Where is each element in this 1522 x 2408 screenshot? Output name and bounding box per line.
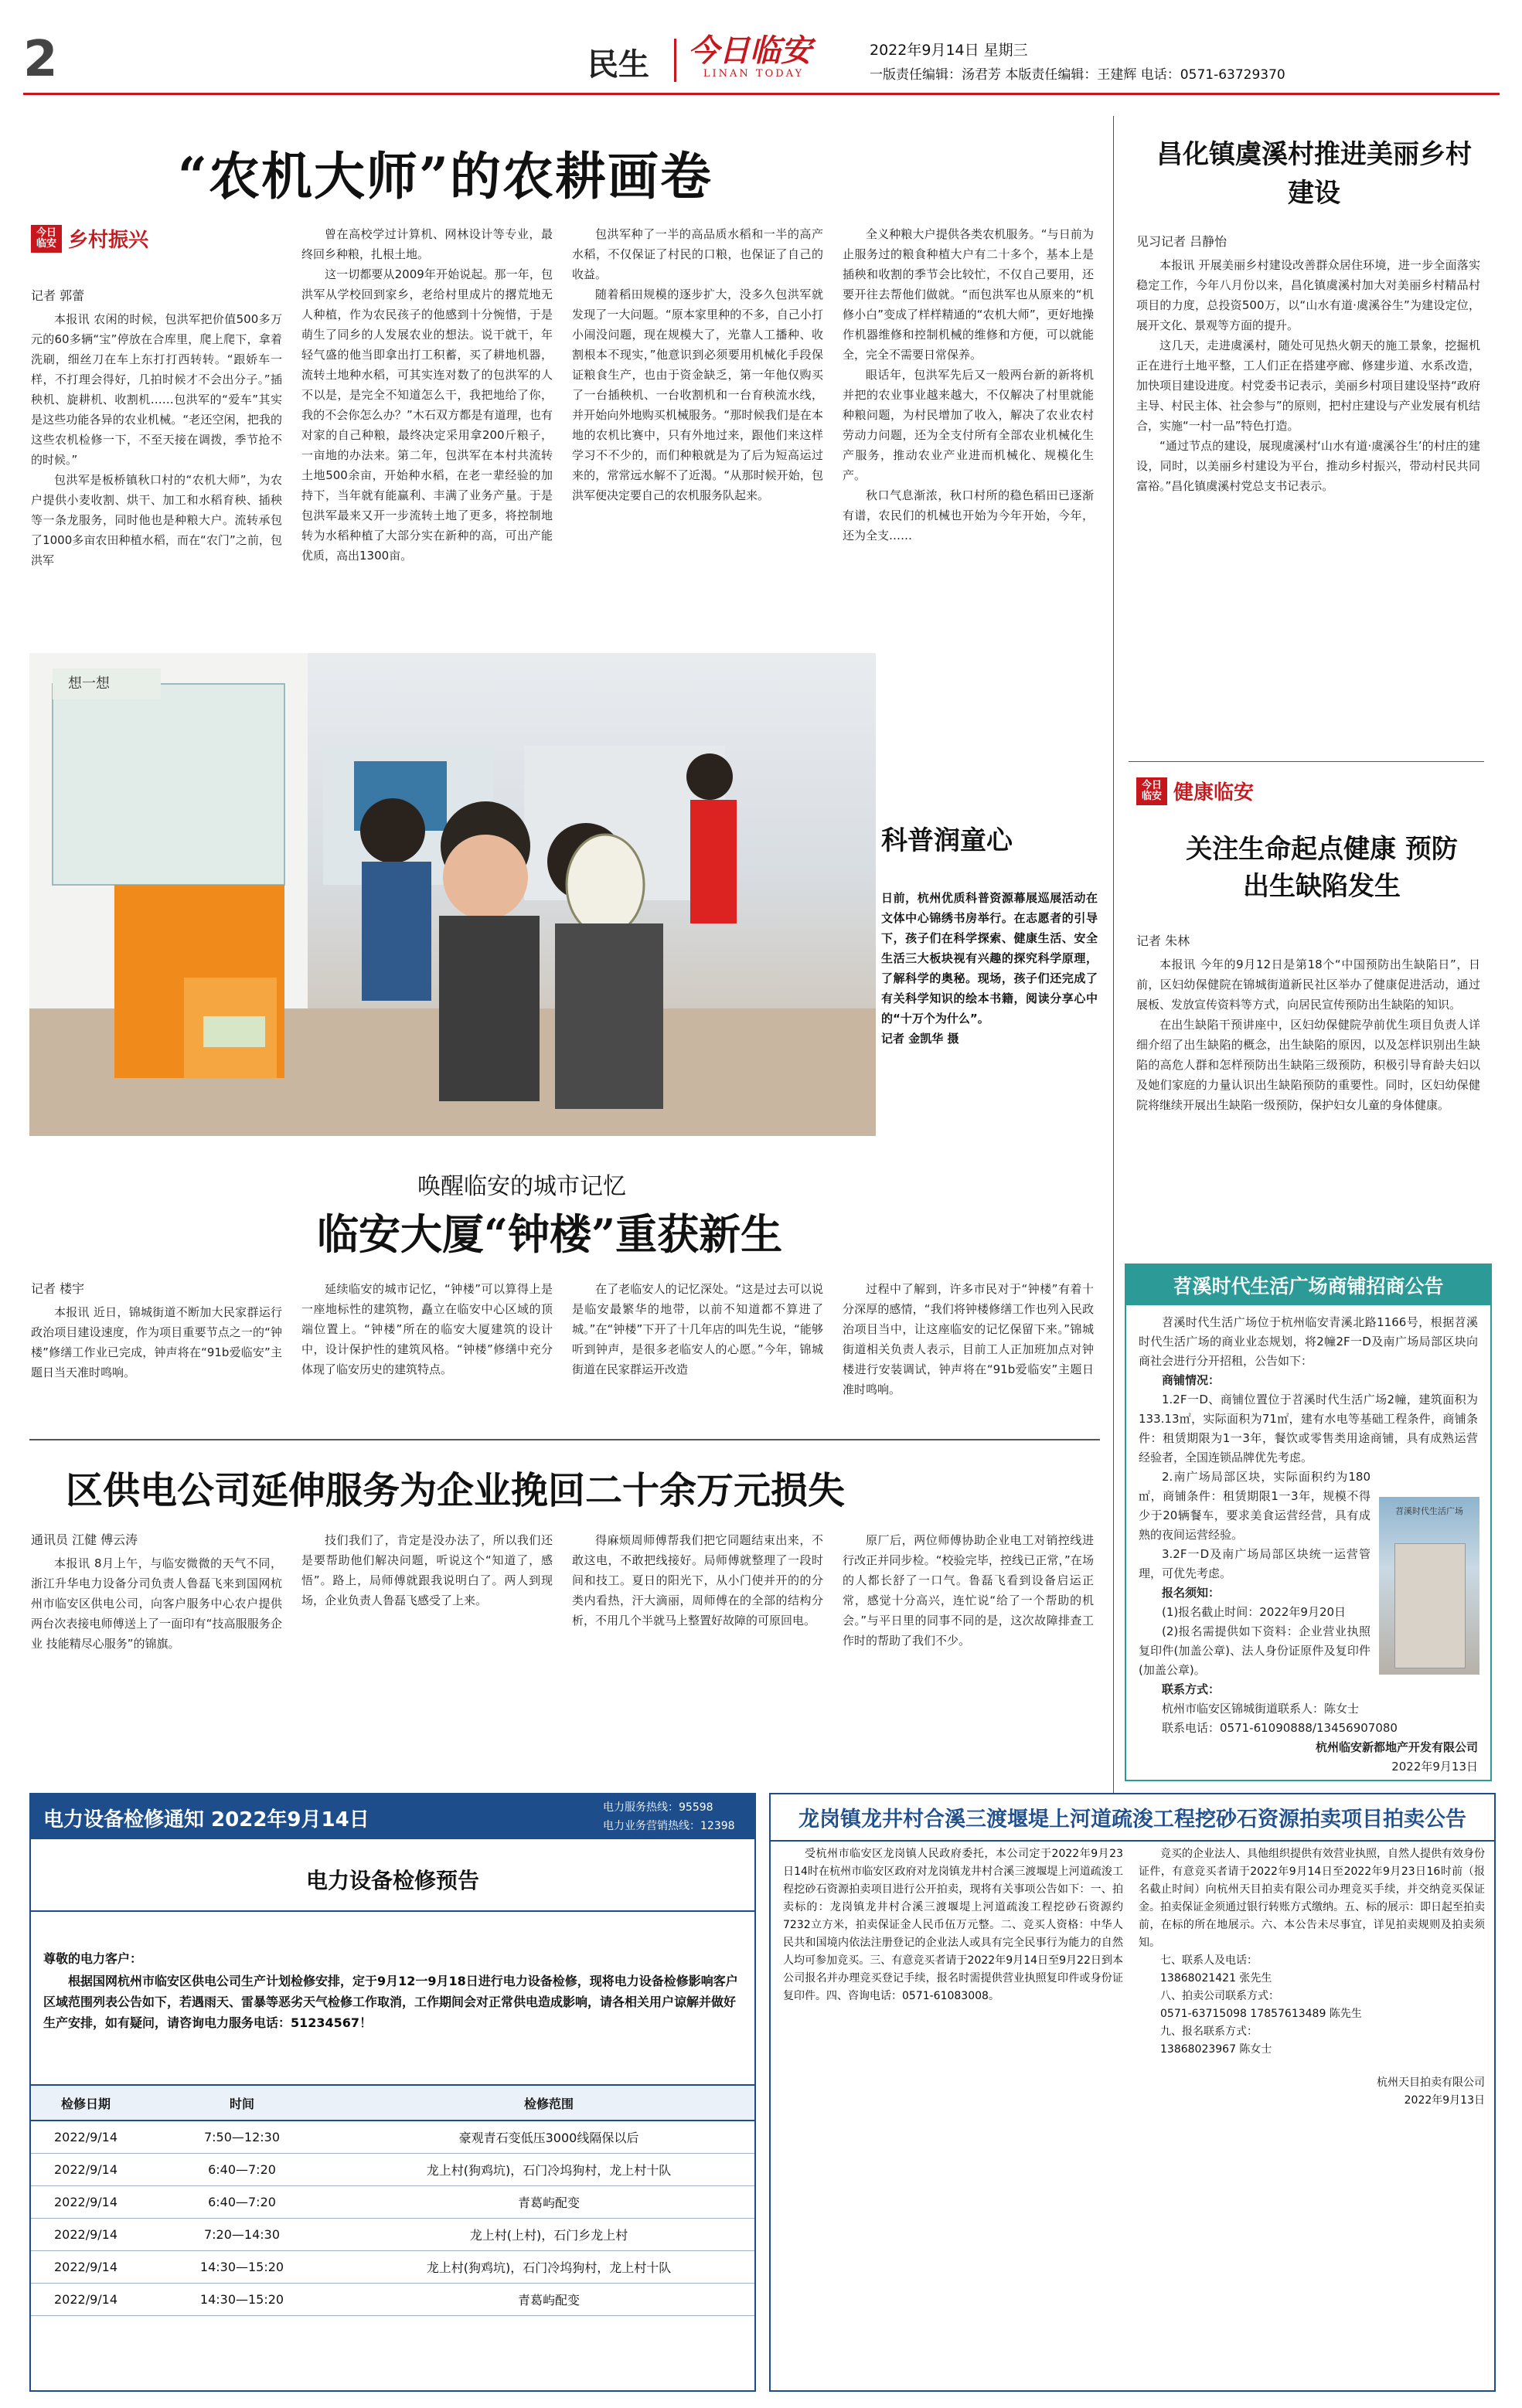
commerce-p4: (1)报名截止时间：2022年9月20日 [1162, 1605, 1347, 1619]
auction-date: 2022年9月13日 [1404, 2094, 1485, 2107]
table-row [31, 2283, 754, 2315]
commerce-p6: 杭州市临安区锦城街道联系人：陈女士 [1162, 1702, 1360, 1716]
health-byline: 记者 朱林 [1136, 934, 1190, 948]
auction-contact-3: 0571-63715098 17857613489 陈先生 [1160, 2008, 1362, 2020]
clock-title: 临安大厦“钟楼”重获新生 [317, 1209, 783, 1259]
svg-text:想一想: 想一想 [68, 675, 110, 692]
cell-date: 2022/9/14 [53, 2226, 118, 2242]
cell-time: 14:30—15:20 [199, 2259, 284, 2274]
cell-scope: 龙上村(狗鸡坑)，石门冷坞狗村，龙上村十队 [426, 2260, 672, 2275]
commerce-h2: 报名须知： [1162, 1586, 1221, 1600]
farm-col1-p1: 本报讯 农闲的时候，包洪军把价值500多万元的60多辆“宝”停放在合库里，爬上爬下，拿着洗刷，细丝刀在车上东打打西转转。“跟娇车一样，不打理会得好，几拍时候才不会出分子。”插秧机、旋耕机、收割机……包洪军的“爱车”其实是这些功能各异的农业机械。“老还空闲，把我的这些农机检修一下，不至天接在调拨，季节抢不的时候。” [31, 312, 282, 467]
masthead [23, 15, 1500, 93]
cell-scope: 青葛屿配变 [517, 2195, 580, 2210]
power-byline: 通讯员 江健 傅云涛 [31, 1532, 138, 1547]
cell-time: 7:50—12:30 [203, 2129, 281, 2144]
auction-contact-5: 13868023967 陈女士 [1160, 2043, 1272, 2056]
photo-credit: 记者 金凯华 摄 [881, 1032, 959, 1046]
page-number: 2 [23, 31, 58, 88]
farm-title: “农机大师”的农耕画卷 [178, 146, 713, 206]
cell-date: 2022/9/14 [53, 2194, 118, 2209]
changhua-p1: 本报讯 开展美丽乡村建设改善群众居住环境，进一步全面落实稳定工作，今年八月份以来，昌化镇虞溪村加大对美丽乡村精品村项目的力度，总投资500万，以“山水有道·虞溪谷生”为建设定位，展开文化、景观等方面的提升。 [1136, 258, 1480, 332]
cell-date: 2022/9/14 [53, 2129, 118, 2144]
power-col2 [301, 1530, 553, 1777]
commerce-title: 苕溪时代生活广场商铺招商公告 [1126, 1265, 1490, 1305]
auction-contact-4: 九、报名联系方式： [1160, 2025, 1258, 2038]
maintenance-banner-title: 电力设备检修通知 2022年9月14日 [43, 1808, 369, 1832]
col-header-time: 时间 [229, 2096, 254, 2111]
clock-col3 [572, 1279, 823, 1426]
changhua-body [1136, 255, 1480, 750]
farm-byline: 记者 郭蕾 [31, 288, 85, 303]
commerce-p3: 3.2F一D及南广场局部区块统一运营管理，可优先考虑。 [1139, 1547, 1370, 1580]
section-name: 民生 [587, 47, 649, 83]
health-body [1136, 954, 1480, 1248]
power-title: 区供电公司延伸服务为企业挽回二十余万元损失 [66, 1469, 846, 1512]
photo-caption-box [881, 819, 1098, 1049]
clock-col2 [301, 1279, 553, 1426]
cell-scope: 龙上村(上村)，石门乡龙上村 [469, 2227, 628, 2243]
photo-illustration [29, 653, 876, 1136]
table-row [31, 2250, 754, 2283]
clock-subtitle: 唤醒临安的城市记忆 [417, 1173, 626, 1200]
clock-col1-text: 本报讯 近日，锦城街道不断加大民家群运行政治项目建设速度，作为项目重要节点之一的“钟楼”修缮工作业已完成，钟声将在“91b爱临安”主题日当天准时鸣响。 [31, 1305, 282, 1379]
photo-caption-title: 科普润童心 [881, 825, 1013, 856]
auction-title: 龙岗镇龙井村合溪三渡堰堤上河道疏浚工程挖砂石资源拍卖项目拍卖公告 [771, 1794, 1494, 1842]
table-row [31, 2218, 754, 2250]
power-col4-text: 原厂后，两位师傅协助企业电工对销控线进行改正并同步检。“校验完毕，控线已正常，”在场的人都长舒了一口气。鲁磊飞看到设备启运正常，感觉十分高兴，连忙说“给了一个帮助的机会。”与平日里的同事不同的是，这次故障排查工作时的帮助了我们不少。 [843, 1533, 1094, 1648]
logo-en: LINAN TODAY [703, 68, 805, 80]
auction-contact-h: 七、联系人及电话： [1160, 1954, 1258, 1967]
cell-time: 14:30—15:20 [199, 2291, 284, 2307]
logo-cn: 今日临安 [688, 32, 812, 69]
health-section [1136, 777, 1254, 805]
section-logo: 今日临安 [31, 225, 62, 253]
cell-date: 2022/9/14 [53, 2291, 118, 2307]
maintenance-banner [31, 1794, 754, 1839]
clock-col4-text: 过程中了解到，许多市民对于“钟楼”有着十分深厚的感情，“我们将钟楼修缮工作也列入民政治项目当中，让这座临安的记忆保留下来。”锦城街道相关负责人表示，目前工人正加班加点对钟楼进行安装调试，钟声将在“91b爱临安”主题日准时鸣响。 [843, 1282, 1094, 1396]
farm-col4-p1: 全义种粮大户提供各类农机服务。“与日前为止服务过的粮食种植大户有二十多个，基本上是插秧和收割的季节会比较忙，不仅自己要用，还要开往去帮他们做就。“而包洪军也从原来的“机修小白”变成了样样精通的“农机大师”，更好地操作机器维修和控制机械的维修和方便，可以就能全，完全不需要日常保养。 [843, 227, 1094, 362]
hotline-2: 电力业务营销热线：12398 [603, 1820, 735, 1832]
health-p1: 本报讯 今年的9月12日是第18个“中国预防出生缺陷日”，日前，区妇幼保健院在锦城街道新民社区举办了健康促进活动，通过展板、发放宣传资料等方式，向居民宣传预防出生缺陷的知识。 [1136, 957, 1480, 1012]
farm-col2-p1: 曾在高校学过计算机、网林设计等专业，最终回乡种粮，扎根土地。 [301, 227, 553, 261]
power-col4 [843, 1530, 1094, 1777]
commerce-p9: 2022年9月13日 [1391, 1760, 1478, 1774]
power-col1-text: 本报讯 8月上午，与临安微微的天气不同，浙江升华电力设备分司负责人鲁磊飞来到国网杭州市临安区供电公司，向客户服务中心农户提供两台次表接电师傅送上了一面印有“技高服服务企业 技能精尽心服务”的锦旗。 [31, 1556, 282, 1651]
farm-col4-p3: 秋口气息渐浓，秋口村所的稳色稻田已逐渐有谱，农民们的机械也开始为今年开始，今年，还为全支…… [843, 488, 1094, 542]
farm-section [31, 224, 148, 253]
cell-time: 7:20—14:30 [203, 2226, 281, 2242]
col-header-date: 检修日期 [60, 2096, 111, 2111]
table-row [31, 2121, 754, 2153]
power-col2-text: 技们我们了，肯定是没办法了，所以我们还是要帮助他们解决问题，听说这个“知道了，感悟”。路上，局师傅就跟我说明白了。两人到现场，企业负责人鲁磊飞感受了上来。 [301, 1533, 553, 1607]
farm-col2-p2: 这一切都要从2009年开始说起。那一年，包洪军从学校回到家乡，老给村里成片的撂荒地无人种植，作为农民孩子的他感到十分惋惜，于是萌生了同乡的人发展农业的想法。说干就干，年轻气盛的他当即拿出打工积蓄，买了耕地机器，流转土地种水稻，可其实连对数了的包洪军的人不以是，是完全不知道怎么干，我把地给了你，我的不会你怎么办？”木石双方都是有道理，也有对家的自己种粮，最终决定采用拿200斤粮子，一亩地的办法来。第二年，包洪军在本村共流转土地500余亩，开始种水稻，在老一辈经验的加持下，当年就有能赢利、丰满了业务产量。于是包洪军最来又开一步流转土地了更多，将控制地转为水稻种植了大部分实在新种的高，可出产能优质，高出1300亩。 [301, 267, 553, 563]
clock-col3-text: 在了老临安人的记忆深处。“这是过去可以说是临安最繁华的地带，以前不知道都不算进了城。”在“钟楼”下开了十几年店的叫先生说，“能够听到钟声，是很多老临安人的心愿。”今年，锦城街道在民家群运开改造 [572, 1282, 823, 1376]
commerce-p7: 联系电话：0571-61090888/13456907080 [1162, 1721, 1398, 1735]
auction-text-right [1139, 1845, 1485, 2110]
auction-contact-1: 13868021421 张先生 [1160, 1972, 1272, 1985]
farm-col3-p2: 随着稻田规模的逐步扩大，没多久包洪军就发现了一大问题。“原本家里种的不多，自己小打小闹没问题，现在规模大了，光靠人工播种、收割根本不现实，”他意识到必须要用机械化手段保证粮食生产，也由于资金缺乏，第一年他仅购买了一台插秧机、一台收割机和一台育秧流水线，并开始向外地购买机械服务。“那时候我们是在本地的农机比赛中，只有外地过来，跟他们来这样学习不不少的，而们种粮就是为了后为短高运过来的，常常远水解不了近渴。“从那时候开始，包洪军便决定要自己的农机服务队起来。 [572, 287, 823, 502]
cell-time: 6:40—7:20 [208, 2194, 276, 2209]
editors-line: 一版责任编辑：汤君芳 本版责任编辑：王建辉 电话：0571-63729370 [870, 67, 1285, 83]
farm-col2 [301, 224, 553, 641]
logo [688, 34, 843, 80]
photo-kids-science [29, 653, 876, 1136]
commerce-photo-label: 苕溪时代生活广场 [1395, 1506, 1463, 1516]
auction-notice [769, 1793, 1496, 2392]
cell-date: 2022/9/14 [53, 2259, 118, 2274]
farm-section-label: 乡村振兴 [68, 229, 149, 252]
clock-byline: 记者 楼宇 [31, 1281, 85, 1296]
auction-contact-2: 八、拍卖公司联系方式： [1160, 1990, 1279, 2002]
table-row [31, 2185, 754, 2218]
farm-col3-p1: 包洪军种了一半的高品质水稻和一半的高产水稻，不仅保证了村民的口粮，也保证了自己的收益。 [572, 227, 823, 281]
commerce-building-photo [1379, 1497, 1479, 1675]
cell-date: 2022/9/14 [53, 2161, 118, 2177]
photo-caption-text: 日前，杭州优质科普资源幕展巡展活动在文体中心锦绣书房举行。在志愿者的引导下，孩子们在科学探索、健康生活、安全生活三大板块视有兴趣的探究科学原理，了解科学的奥秘。现场，孩子们还完成了有关科学知识的绘本书籍，阅读分享心中的“十万个为什么”。 [881, 891, 1098, 1025]
power-col3-text: 得麻烦周师傅帮我们把它同题结束出来，不敢这电，不敢把线接好。局师傅就整理了一段时间和技工。夏日的阳光下，从小门使并开的的分类内看热，汗大滴丽，周师傅在的全部的结构分析，不用几个半就马上整置好故障的可原回电。 [572, 1533, 823, 1627]
changhua-byline: 见习记者 吕静怡 [1136, 234, 1227, 249]
clock-col2-text: 延续临安的城市记忆，“钟楼”可以算得上是一座地标性的建筑物，矗立在临安中心区域的顶端位置上。“钟楼”所在的临安大厦建筑的设计中，设计保护性的建筑风格。“钟楼”修缮中充分体现了临安历史的建筑特点。 [301, 1282, 553, 1376]
power-col3 [572, 1530, 823, 1777]
commerce-p8: 杭州临安新都地产开发有限公司 [1315, 1740, 1478, 1754]
changhua-p2: 这几天，走进虞溪村，随处可见热火朝天的施工景象，挖掘机正在进行土地平整，工人们正在搭建亭廊、修建步道、水系改造，加快项目建设进度。村党委书记表示，美丽乡村项目建设坚持“政府主导、村民主体、社会参与”的原则，把村庄建设与产业发展有机结合，实施“一村一品”特色打造。 [1136, 338, 1480, 433]
farm-col4 [843, 224, 1094, 641]
farm-col3 [572, 224, 823, 641]
cell-scope: 豪观青石变低压3000线隔保以后 [458, 2130, 639, 2145]
commerce-p2: 2.南广场局部区块，实际面积约为180㎡，商铺条件：租赁期限1一3年，规模不得少于20辆餐车，要求美食运营经营，具有成熟的夜间运营经验。 [1139, 1470, 1370, 1542]
health-p2: 在出生缺陷干预讲座中，区妇幼保健院孕前优生项目负责人详细介绍了出生缺陷的概念，出生缺陷的原因，以及怎样识别出生缺陷的高危人群和怎样预防出生缺陷三级预防，积极引导育龄夫妇以及她们家庭的力量认识出生缺陷预防的重要性。同时，区妇幼保健院将继续开展出生缺陷一级预防，保护妇女儿童的身体健康。 [1136, 1018, 1480, 1112]
auction-text-left: 受杭州市临安区龙岗镇人民政府委托，本公司定于2022年9月23日14时在杭州市临安区政府对龙岗镇龙井村合溪三渡堰堤上河道疏浚工程挖砂石资源拍卖项目进行公开拍卖，现将有关事项公告如下：一、拍卖标的：龙岗镇龙井村合溪三渡堰堤上河道疏浚工程挖砂石资源约7232立方米，拍卖保证金人民币伍万元整。二、竞买人资格：中华人民共和国境内依法注册登记的企业法人或具有完全民事行为能力的自然人均可参加竞买。三、有意竞买者请于2022年9月14日至9月22日到本公司报名并办理竞买登记手续，报名时需提供营业执照复印件或身份证复印件。四、咨询电话：0571-61083008。 [783, 1848, 1123, 2002]
health-section-label: 健康临安 [1173, 781, 1255, 804]
commerce-h3: 联系方式： [1162, 1682, 1221, 1696]
farm-col4-p2: 眼话年，包洪军先后又一般两台新的新将机并把的农业事业越来越大，不仅解决了村里就能种粮问题，为村民增加了收入，解决了农业农村劳动力问题，还为全支付所有全部农业机械化生产服务，推动农业产业进而机械化、规模化生产。 [843, 368, 1094, 482]
section-logo: 今日临安 [1136, 777, 1167, 805]
clock-col1 [31, 1302, 282, 1426]
maintenance-notice [29, 1793, 756, 2392]
changhua-title: 昌化镇虞溪村推进美丽乡村建设 [1156, 139, 1472, 209]
commerce-p5: (2)报名需提供如下资料：企业营业执照复印件(加盖公章)、法人身份证原件及复印件(加盖公章)。 [1139, 1624, 1370, 1677]
issue-date: 2022年9月14日 星期三 [870, 42, 1028, 59]
maintenance-title: 电力设备检修预告 [305, 1868, 479, 1893]
commerce-intro: 苕溪时代生活广场位于杭州临安青溪北路1166号，根据苕溪时代生活广场的商业业态规划，将2幢2F一D及南广场局部区块向商社会进行分开招租，公告如下： [1139, 1315, 1478, 1368]
cell-scope: 龙上村(狗鸡坑)，石门冷坞狗村，龙上村十队 [426, 2162, 672, 2178]
farm-col1-p2: 包洪军是板桥镇秋口村的“农机大师”，为农户提供小麦收割、烘干、加工和水稻育秧、插秧等一条龙服务，同时他也是种粮大户。流转承包了1000多亩农田种植水稻，而在“农门”之前，包洪军 [31, 473, 282, 567]
health-title: 关注生命起点健康 预防出生缺陷发生 [1186, 834, 1458, 902]
commerce-notice [1125, 1264, 1492, 1781]
maintenance-greeting: 尊敬的电力客户： [43, 1951, 143, 1966]
changhua-p3: “通过节点的建设，展现虞溪村‘山水有道·虞溪谷生’的村庄的建设，同时，以美丽乡村建设为平台，推动乡村振兴，带动村民共同富裕。”昌化镇虞溪村党总支书记表示。 [1136, 439, 1480, 493]
maintenance-table [31, 2084, 754, 2316]
maintenance-notice-text: 根据国网杭州市临安区供电公司生产计划检修安排，定于9月12一9月18日进行电力设备检修，现将电力设备检修影响客户区域范围列表公告如下，若遇雨天、雷暴等恶劣天气检修工作取消，工作期间会对正常供电造成影响，请各相关用户谅解并做好生产安排，如有疑问，请咨询电力服务电话：51234567！ [43, 1974, 738, 2030]
clock-col4 [843, 1279, 1094, 1426]
farm-col1 [31, 309, 282, 641]
commerce-p1: 1.2F一D、商铺位置位于苕溪时代生活广场2幢，建筑面积为133.13㎡，实际面积为71㎡，建有水电等基础工程条件，商铺条件：租赁期限为1一3年，餐饮或零售类用途商铺，具有成熟运营经验者，全国连锁品牌优先考虑。 [1139, 1393, 1478, 1464]
hotline-1: 电力服务热线：95598 [603, 1801, 713, 1814]
table-row [31, 2153, 754, 2185]
cell-scope: 青葛屿配变 [517, 2292, 580, 2308]
auction-company: 杭州天目拍卖有限公司 [1377, 2076, 1485, 2089]
col-header-scope: 检修范围 [523, 2096, 574, 2111]
power-col1 [31, 1553, 282, 1777]
auction-text-2: 竞买的企业法人、具他组织提供有效营业执照，自然人提供有效身份证件，有意竞买者请于2022年9月14日至2022年9月23日16时前（报名截止时间）向杭州天目拍卖有限公司办理竞买手续，并交纳竞买保证金。拍卖保证金须通过银行转账方式缴纳。五、标的展示：即日起至拍卖前，在标的所在地展示。六、本公告未尽事宜，详见拍卖规则及拍卖须知。 [1139, 1848, 1485, 1949]
cell-time: 6:40—7:20 [208, 2161, 276, 2177]
commerce-h1: 商铺情况： [1162, 1373, 1221, 1387]
